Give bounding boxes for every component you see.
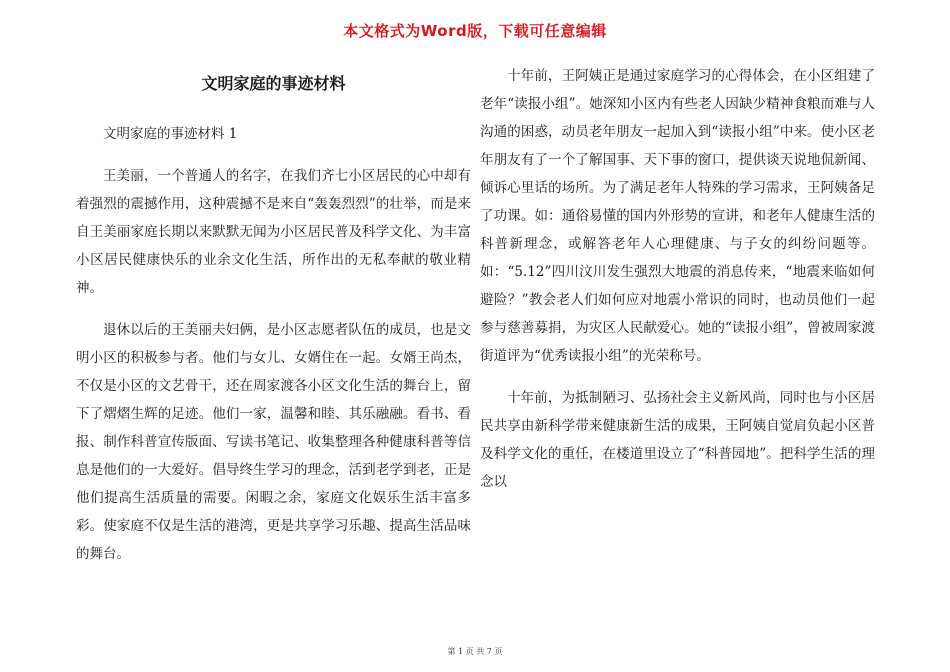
document-title: 文明家庭的事迹材料 bbox=[201, 74, 346, 93]
left-column bbox=[76, 62, 471, 582]
document-subtitle: 文明家庭的事迹材料 1 bbox=[103, 126, 238, 142]
word-format-banner: 本文格式为Word版，下载可任意编辑 bbox=[343, 22, 607, 40]
paragraph: 王美丽，一个普通人的名字，在我们齐七小区居民的心中却有着强烈的震撼作用，这种震撼不是来自“轰轰烈烈”的壮举，而是来自王美丽家庭长期以来默默无闻为小区居民普及科学文化、为丰富小区居民健康快乐的业余文化生活，所作出的无私奉献的敬业精神。 bbox=[76, 168, 471, 296]
right-column bbox=[480, 62, 875, 510]
page-number: 第 1 页 共 7 页 bbox=[447, 647, 503, 656]
paragraph: 退休以后的王美丽夫妇俩，是小区志愿者队伍的成员，也是文明小区的积极参与者。他们与女儿、女婿住在一起。女婿王尚杰，不仅是小区的文艺骨干，还在周家渡各小区文化生活的舞台上，留下了熠熠生辉的足迹。他们一家，温馨和睦、其乐融融。看书、看报、制作科普宣传版面、写读书笔记、收集整理各种健康科普等信息是他们的一大爱好。倡导终生学习的理念，活到老学到老，正是他们提高生活质量的需要。闲暇之余，家庭文化娱乐生活丰富多彩。使家庭不仅是生活的港湾，更是共享学习乐趣、提高生活品味的舞台。 bbox=[76, 322, 471, 562]
paragraph: 十年前，王阿姨正是通过家庭学习的心得体会，在小区组建了老年“读报小组”。她深知小区内有些老人因缺少精神食粮而难与人沟通的困惑，动员老年朋友一起加入到“读报小组”中来。使小区老年朋友有了一个了解国事、天下事的窗口，提供谈天说地侃新闻、倾诉心里话的场所。为了满足老年人特殊的学习需求，王阿姨备足了功课。如：通俗易懂的国内外形势的宣讲，和老年人健康生活的科普新理念，或解答老年人心理健康、与子女的纠纷问题等。如：“5.12”四川汶川发生强烈大地震的消息传来，“地震来临如何避险？”教会老人们如何应对地震小常识的同时，也动员他们一起参与慈善募捐，为灾区人民献爱心。她的“读报小组”，曾被周家渡街道评为“优秀读报小组”的光荣称号。 bbox=[480, 68, 875, 364]
paragraph: 十年前，为抵制陋习、弘扬社会主义新风尚，同时也与小区居民共享由新科学带来健康新生活的成果，王阿姨自觉肩负起小区普及科学文化的重任，在楼道里设立了“科普园地”。把科学生活的理念以 bbox=[480, 390, 875, 490]
